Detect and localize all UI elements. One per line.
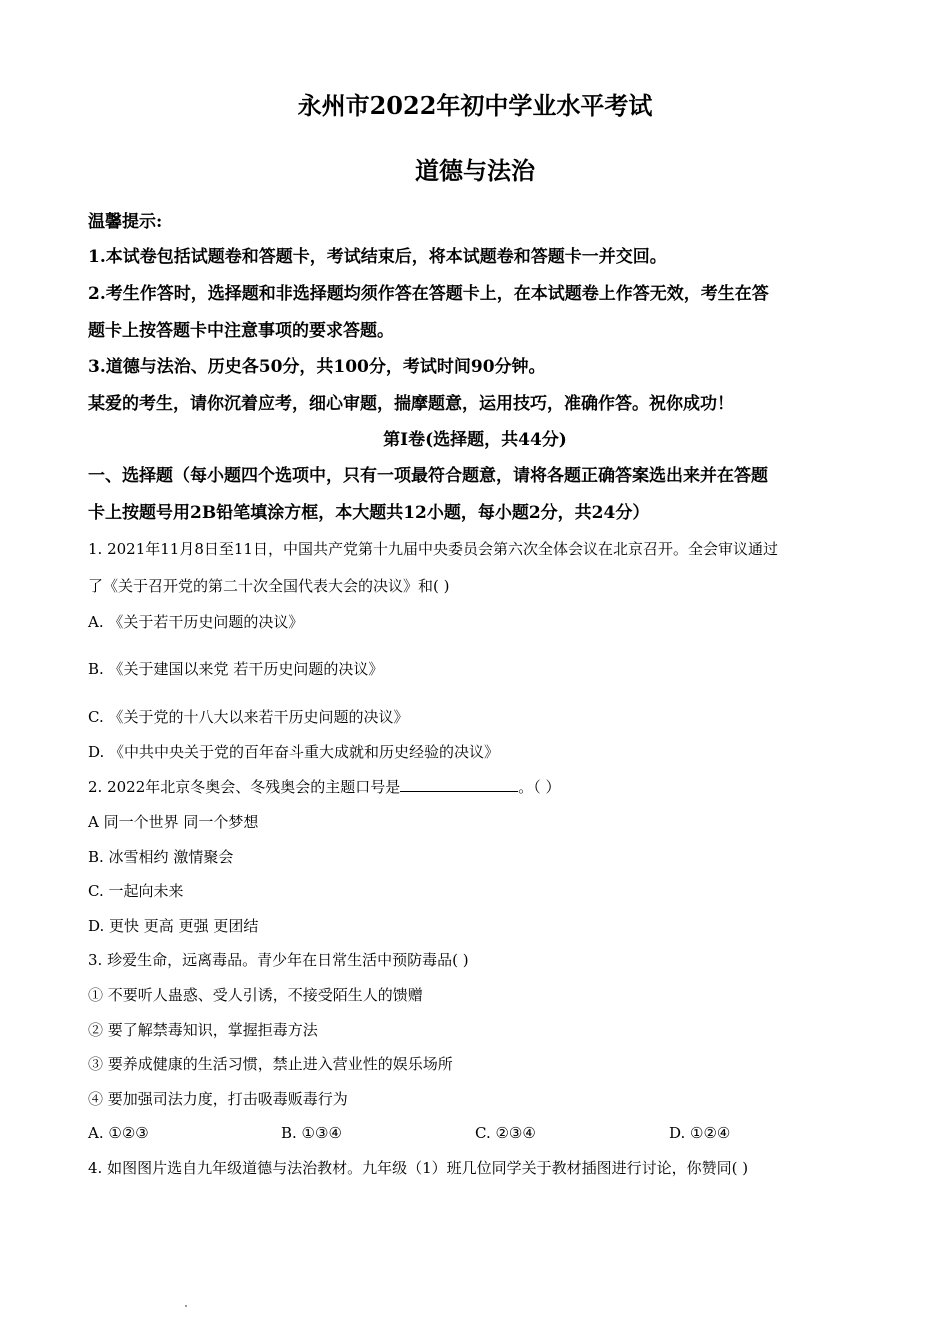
notice-item-2-line-2: 题卡上按答题卡中注意事项的要求答题。: [88, 321, 394, 341]
section-instructions-line-2: 卡上按题号用2B铅笔填涂方框，本大题共12小题，每小题2分，共24分）: [88, 503, 650, 523]
q2-option-a: A 同一个世界 同一个梦想: [88, 813, 259, 831]
q1-option-c: C. 《关于党的十八大以来若干历史问题的决议》: [88, 708, 409, 726]
q3-statement-4: ④ 要加强司法力度，打击吸毒贩毒行为: [88, 1090, 348, 1108]
q2-option-c: C. 一起向未来: [88, 882, 184, 900]
q3-statement-1: ① 不要听人蛊惑、受人引诱，不接受陌生人的馈赠: [88, 986, 423, 1004]
q2-stem-text: 2. 2022年北京冬奥会、冬残奥会的主题口号是: [88, 778, 401, 796]
notice-item-1: 1.本试卷包括试题卷和答题卡，考试结束后，将本试题卷和答题卡一并交回。: [88, 247, 667, 267]
q3-stem: 3. 珍爱生命，远离毒品。青少年在日常生活中预防毒品( ): [88, 951, 469, 969]
q2-stem: [88, 777, 561, 797]
notice-item-2-line-1: 2.考生作答时，选择题和非选择题均须作答在答题卡上，在本试题卷上作答无效，考生在答: [88, 284, 769, 304]
section-instructions-line-1: 一、选择题（每小题四个选项中，只有一项最符合题意，请将各题正确答案选出来并在答题: [88, 466, 768, 486]
exam-title: 永州市2022年初中学业水平考试: [297, 91, 653, 120]
answer-blank: [400, 777, 518, 792]
q1-stem-line-1: 1. 2021年11月8日至11日，中国共产党第十九届中央委员会第六次全体会议在北京召开。全会审议通过: [88, 540, 778, 558]
q3-option-a: A. ①②③: [88, 1124, 149, 1142]
q3-option-b: B. ①③④: [281, 1124, 342, 1142]
q1-stem-line-2: 了《关于召开党的第二十次全国代表大会的决议》和( ): [88, 577, 450, 595]
q2-option-b: B. 冰雪相约 激情聚会: [88, 848, 234, 866]
q1-option-a: A. 《关于若干历史问题的决议》: [88, 613, 304, 631]
notice-encourage: 某爱的考生，请你沉着应考，细心审题，揣摩题意，运用技巧，准确作答。祝你成功！: [88, 394, 734, 414]
q3-statement-2: ② 要了解禁毒知识，掌握拒毒方法: [88, 1021, 318, 1039]
q3-statement-3: ③ 要养成健康的生活习惯，禁止进入营业性的娱乐场所: [88, 1055, 453, 1073]
q1-option-d: D. 《中共中央关于党的百年奋斗重大成就和历史经验的决议》: [88, 743, 500, 761]
page-speck: [185, 1305, 187, 1307]
notice-heading: 温馨提示:: [88, 212, 163, 232]
q1-option-b: B. 《关于建国以来党 若干历史问题的决议》: [88, 660, 384, 678]
q2-option-d: D. 更快 更高 更强 更团结: [88, 917, 259, 935]
q4-stem: 4. 如图图片选自九年级道德与法治教材。九年级（1）班几位同学关于教材插图进行讨论，你赞同( ): [88, 1159, 749, 1177]
q3-option-c: C. ②③④: [475, 1124, 536, 1142]
subject-title: 道德与法治: [415, 156, 535, 185]
q3-option-d: D. ①②④: [669, 1124, 731, 1142]
q2-stem-end: 。（ ）: [518, 778, 561, 796]
notice-item-3: 3.道德与法治、历史各50分，共100分，考试时间90分钟。: [88, 357, 546, 377]
part1-title: 第Ⅰ卷(选择题，共44分): [383, 430, 567, 450]
